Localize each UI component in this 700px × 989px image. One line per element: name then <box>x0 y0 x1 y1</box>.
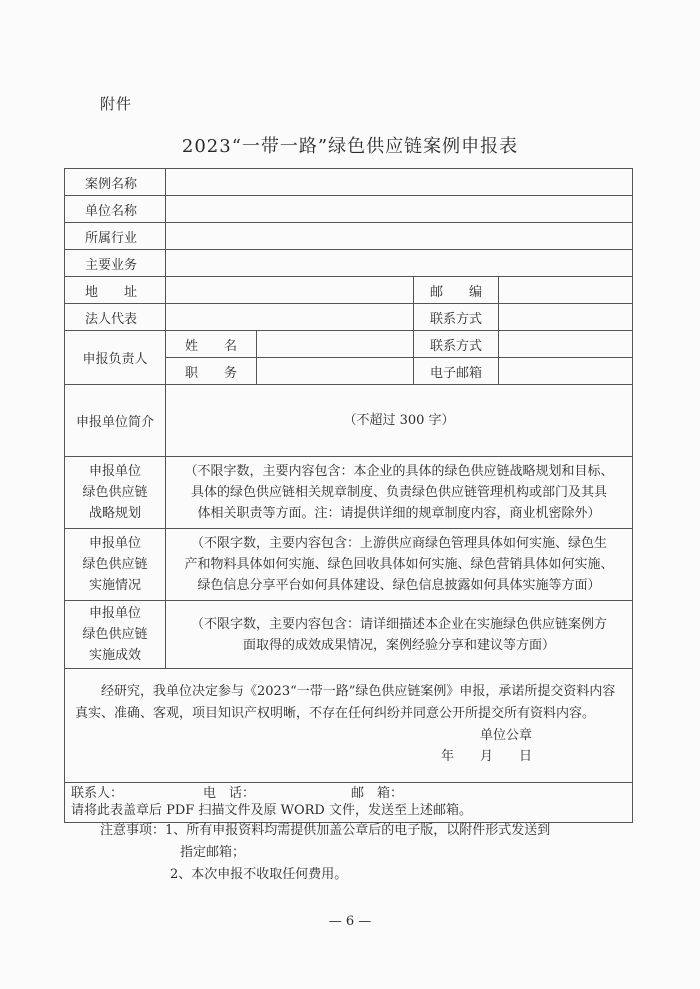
implementation-label: 申报单位 绿色供应链 实施情况 <box>65 529 166 601</box>
unit-name-field[interactable] <box>166 196 633 223</box>
legal-rep-contact-field[interactable] <box>499 304 633 331</box>
intro-label: 申报单位简介 <box>65 385 166 457</box>
notes-section <box>100 820 550 886</box>
legal-rep-field[interactable] <box>166 304 414 331</box>
postcode-field[interactable] <box>499 277 633 304</box>
applicant-name-field[interactable] <box>257 331 414 358</box>
declaration-cell <box>65 669 633 783</box>
note-line-3: 2、本次申报不收取任何费用。 <box>170 867 348 882</box>
mailbox-label: 邮 箱： <box>351 786 404 801</box>
note-line-1: 注意事项：1、所有申报资料均需提供加盖公章后的电子版，以附件形式发送到 <box>100 823 551 838</box>
applicant-contact-field[interactable] <box>499 331 633 358</box>
phone-label: 电 话： <box>203 786 256 801</box>
address-field[interactable] <box>166 277 414 304</box>
signature-date: 年 月 日 <box>440 749 532 764</box>
case-name-field[interactable] <box>166 169 633 196</box>
applicant-email-field[interactable] <box>499 358 633 385</box>
implementation-hint-line: 产和物料具体如何实施、绿色回收具体如何实施、绿色营销具体如何实施、 <box>184 557 614 572</box>
submit-instructions: 请将此表盖章后 PDF 扫描文件及原 WORD 文件，发送至上述邮箱。 <box>71 803 472 818</box>
strategy-hint-line: 具体的绿色供应链相关规章制度、负责绿色供应链管理机构或部门及其具 <box>190 485 607 500</box>
page-title: 2023“一带一路”绿色供应链案例申报表 <box>181 136 519 157</box>
results-field[interactable] <box>166 601 633 669</box>
contact-person-label: 联系人： <box>71 786 124 801</box>
address-label: 地 址 <box>65 277 166 304</box>
applicant-label: 申报负责人 <box>65 331 166 385</box>
strategy-hint-line: 体相关职责等方面。注：请提供详细的规章制度内容，商业机密除外） <box>197 506 601 521</box>
intro-hint: （不超过 300 字） <box>343 413 455 428</box>
legal-rep-label: 法人代表 <box>65 304 166 331</box>
note-line-2: 指定邮箱； <box>180 845 246 860</box>
case-name-label: 案例名称 <box>65 169 166 196</box>
applicant-position-label: 职 务 <box>166 358 257 385</box>
implementation-hint-line: 绿色信息分享平台如何具体建设、绿色信息披露如何具体实施等方面） <box>197 578 601 593</box>
contact-info-cell <box>65 783 633 823</box>
industry-label: 所属行业 <box>65 223 166 250</box>
page-number: — 6 — <box>328 914 372 929</box>
strategy-hint-line: （不限字数，主要内容包含：本企业的具体的绿色供应链战略规划和目标、 <box>184 464 614 479</box>
applicant-name-label: 姓 名 <box>166 331 257 358</box>
postcode-label: 邮 编 <box>414 277 499 304</box>
results-hint-line: （不限字数，主要内容包含：请详细描述本企业在实施绿色供应链案例方 <box>190 616 607 632</box>
implementation-field[interactable] <box>166 529 633 601</box>
attachment-label: 附件 <box>100 95 133 113</box>
implementation-hint-line: （不限字数，主要内容包含：上游供应商绿色管理具体如何实施、绿色生 <box>190 536 607 551</box>
results-hint-line: 面取得的成效成果情况，案例经验分享和建议等方面） <box>242 637 555 653</box>
results-label: 申报单位 绿色供应链 实施成效 <box>65 601 166 669</box>
unit-seal-label: 单位公章 <box>479 728 532 743</box>
applicant-email-label: 电子邮箱 <box>414 358 499 385</box>
industry-field[interactable] <box>166 223 633 250</box>
intro-field[interactable] <box>166 385 633 457</box>
strategy-label: 申报单位 绿色供应链 战略规划 <box>65 457 166 529</box>
applicant-contact-label: 联系方式 <box>414 331 499 358</box>
strategy-field[interactable] <box>166 457 633 529</box>
declaration-text: 经研究，我单位决定参与《2023“一带一路”绿色供应链案例》申报，承诺所提交资料内容真实、准确、客观，项目知识产权明晰，不存在任何纠纷并同意公开所提交所有资料内容。 <box>75 684 616 721</box>
legal-rep-contact-label: 联系方式 <box>414 304 499 331</box>
applicant-position-field[interactable] <box>257 358 414 385</box>
main-business-label: 主要业务 <box>65 250 166 277</box>
application-form-table <box>64 168 633 823</box>
unit-name-label: 单位名称 <box>65 196 166 223</box>
main-business-field[interactable] <box>166 250 633 277</box>
